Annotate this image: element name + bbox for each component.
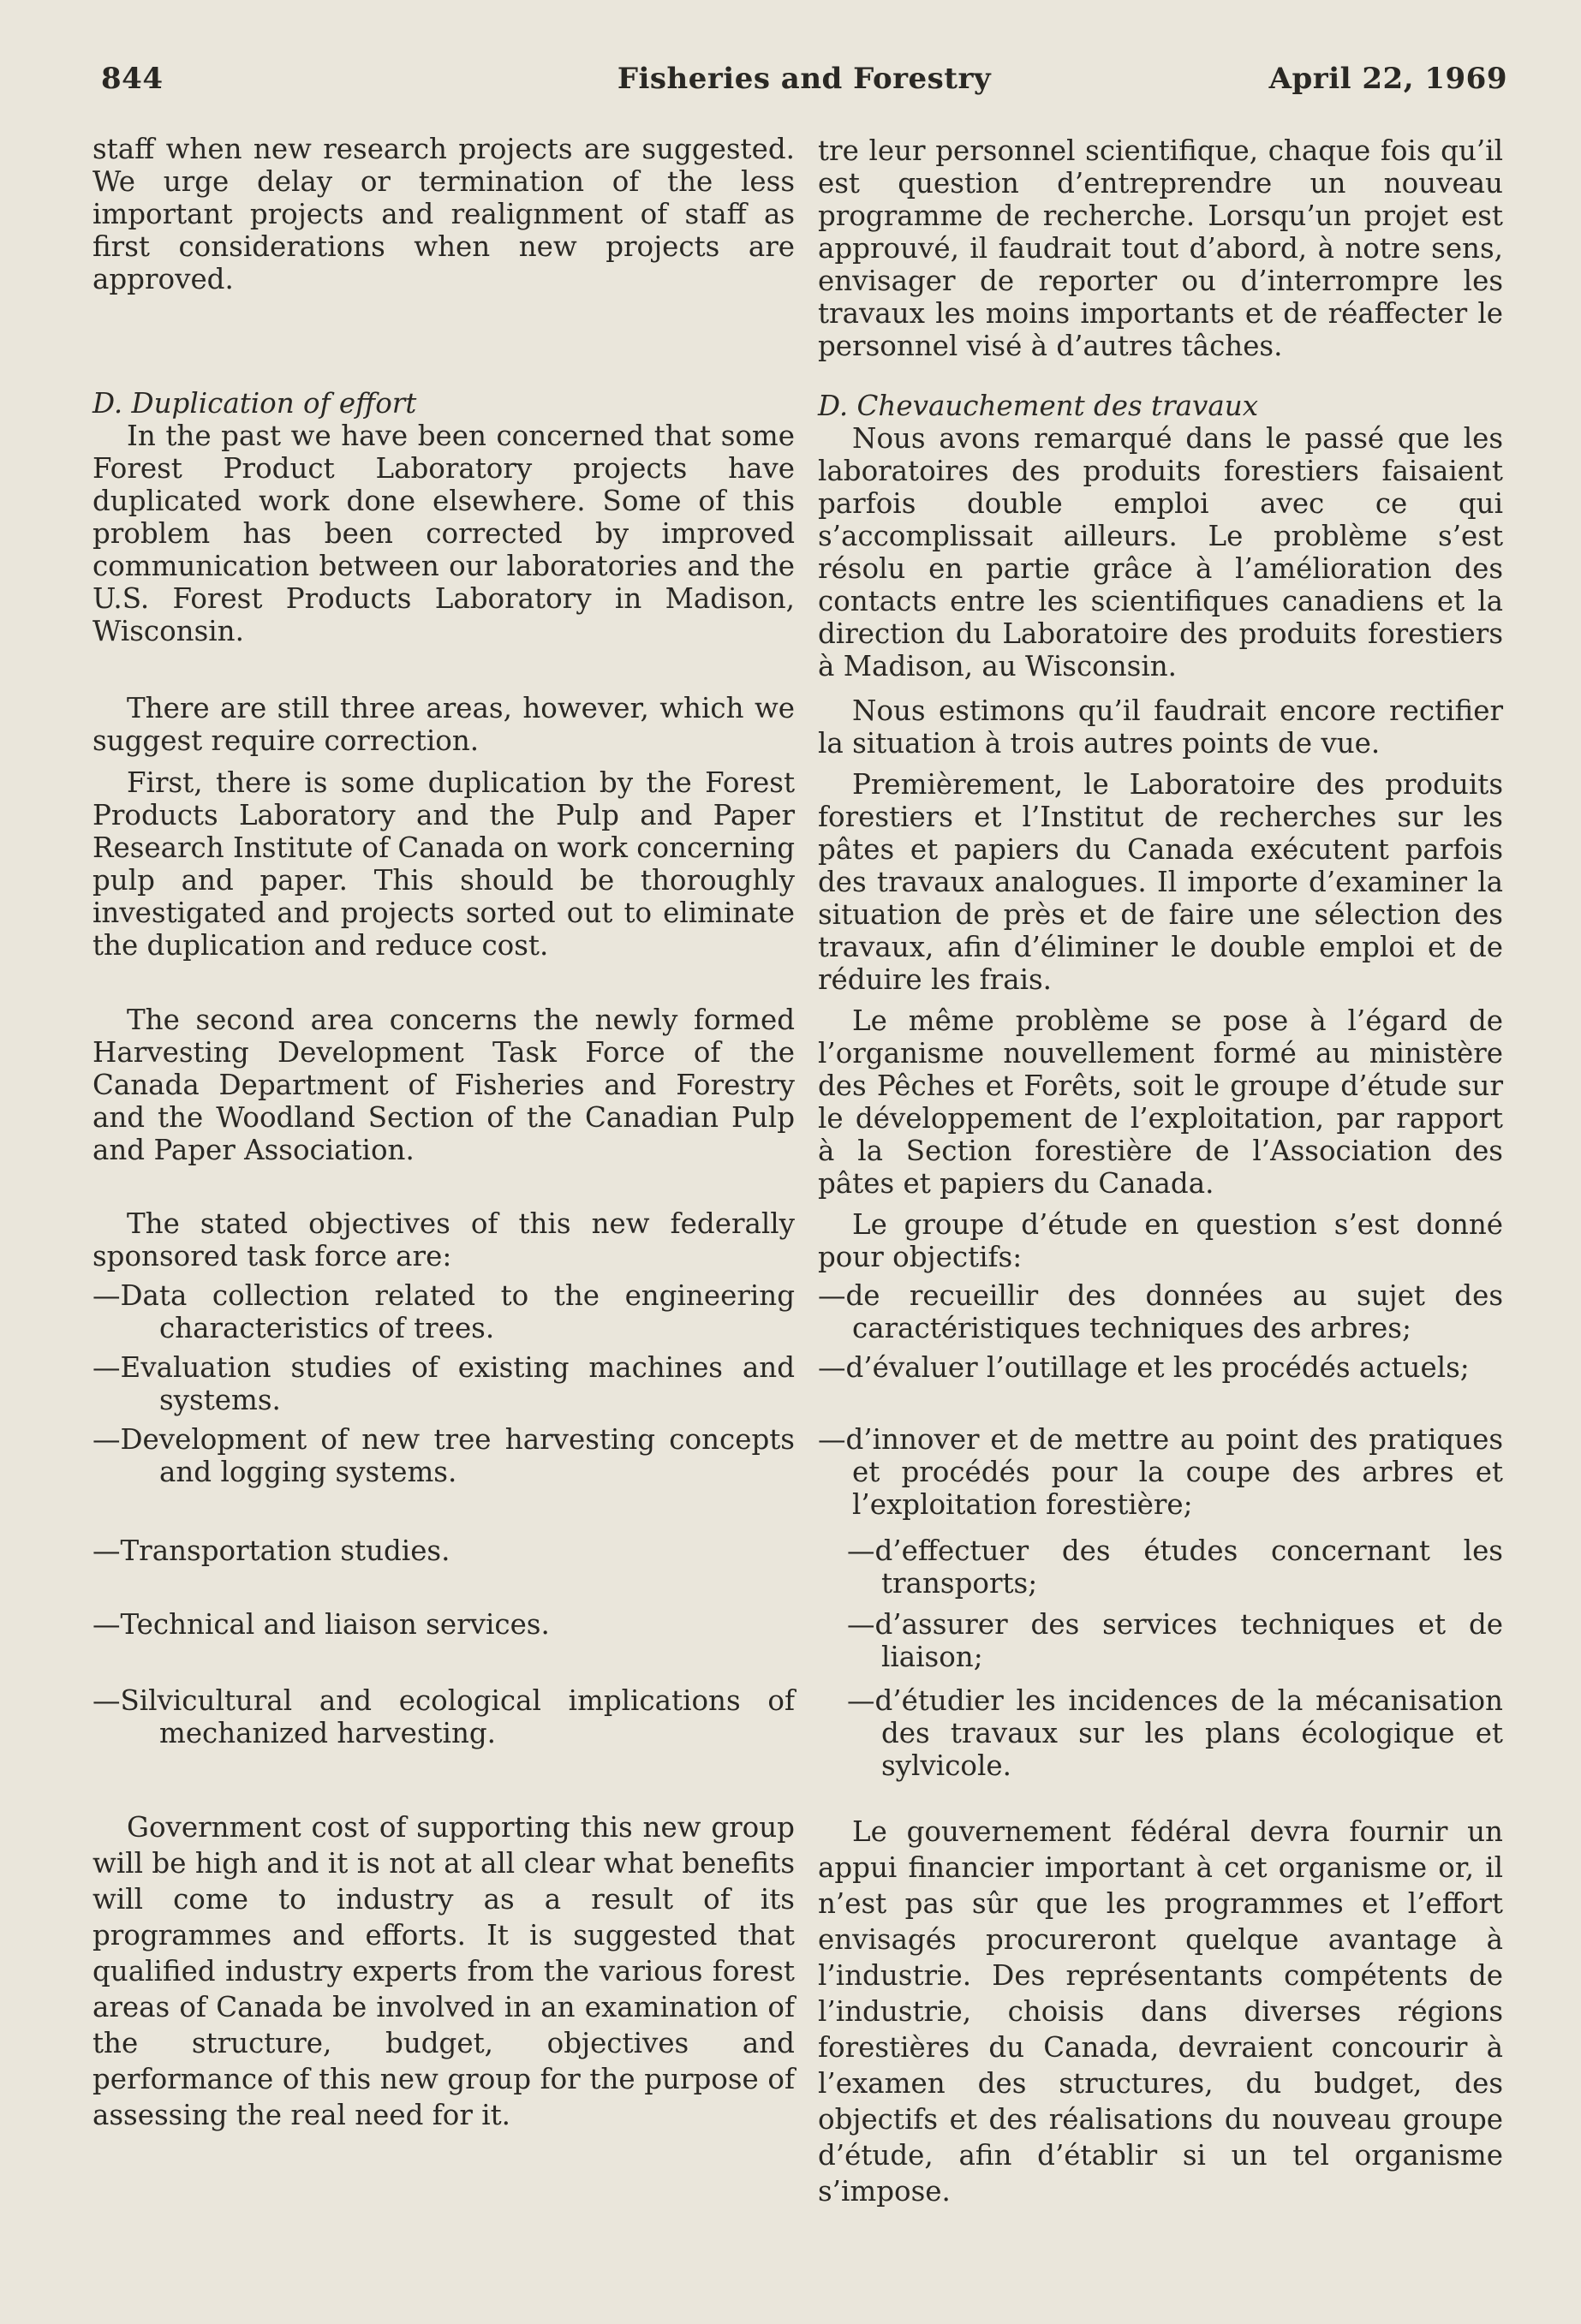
page-header [101,62,1507,106]
fr-paragraph-1: tre leur personnel scientifique, chaque fois qu’il est question d’entreprendre un nouveau programme de recherche. Lorsqu’un projet est approuvé, il faudrait tout d’abord, à notre sens, envisager de reporter ou d’interrompre les travaux les moins importants et de réaffecter le personnel visé à d’autres tâches. [818,134,1503,362]
en-paragraph-6: The stated objectives of this new federally sponsored task force are: [92,1207,795,1272]
fr-objective-item: —d’innover et de mettre au point des pratiques et procédés pour la coupe des arbres et l’exploitation forestière; [818,1423,1503,1521]
en-paragraph-7: Government cost of supporting this new group will be high and it is not at all clear what benefits will come to industry as a result of its programmes and efforts. It is suggested that qualified industry experts from the various forest areas of Canada be involved in an examination of the structure, budget, objectives and performance of this new group for the purpose of assessing the real need for it. [92,1811,795,2131]
en-paragraph-4: First, there is some duplication by the Forest Products Laboratory and the Pulp and Paper Research Institute of Canada on work concerning pulp and paper. This should be thoroughly investigated and projects sorted out to eliminate the duplication and reduce cost. [92,766,796,962]
en-objective-item: —Evaluation studies of existing machines and systems. [92,1351,795,1416]
en-paragraph-1: staff when new research projects are suggested. We urge delay or termination of the less important projects and realignment of staff as first considerations when new projects are approved. [92,133,795,295]
running-title: Fisheries and Forestry [617,62,992,96]
fr-objective-item: —de recueillir des données au sujet des caractéristiques techniques des arbres; [818,1279,1503,1344]
en-objective-item: —Data collection related to the engineering characteristics of trees. [92,1279,795,1344]
english-column [92,133,795,2291]
page-date: April 22, 1969 [1268,62,1507,96]
en-objective-item: —Transportation studies. [92,1534,450,1567]
fr-paragraph-3: Nous estimons qu’il faudrait encore rectifier la situation à trois autres points de vue. [818,694,1503,760]
en-paragraph-5: The second area concerns the newly formed Harvesting Development Task Force of the Canada Department of Fisheries and Forestry and the Woodland Section of the Canadian Pulp and Paper Association. [92,1004,795,1166]
fr-objective-item: —d’assurer des services techniques et de liaison; [847,1608,1503,1673]
fr-paragraph-6: Le groupe d’étude en question s’est donné pour objectifs: [818,1208,1503,1273]
en-objective-item: —Technical and liaison services. [92,1608,550,1641]
en-paragraph-3: There are still three areas, however, which we suggest require correction. [92,692,795,757]
fr-paragraph-5: Le même problème se pose à l’égard de l’organisme nouvellement formé au ministère des Pêches et Forêts, soit le groupe d’étude sur le développement de l’exploitation, par rapport à la Section forestière de l’Association des pâtes et papiers du Canada. [818,1004,1503,1200]
fr-objective-item: —d’étudier les incidences de la mécanisation des travaux sur les plans écologique et sylvicole. [847,1684,1503,1782]
en-objective-item: —Silvicultural and ecological implications of mechanized harvesting. [92,1684,795,1749]
fr-objective-item: —d’évaluer l’outillage et les procédés actuels; [818,1351,1470,1384]
en-section-heading: D. Duplication of effort [92,387,417,420]
en-paragraph-2: In the past we have been concerned that some Forest Product Laboratory projects have duplicated work done elsewhere. Some of this problem has been corrected by improved communication between our laboratories and the U.S. Forest Products Laboratory in Madison, Wisconsin. [92,420,795,647]
fr-objective-item: —d’effectuer des études concernant les transports; [847,1534,1503,1600]
fr-paragraph-7: Le gouvernement fédéral devra fournir un appui financier important à cet organisme or, il n’est pas sûr que les programmes et l’effort envisagés procureront quelque avantage à l’industrie. Des représentants compétents de l’industrie, choisis dans diverses régions forestières du Canada, devraient concourir à l’examen des structures, du budget, des objectifs et des réalisations du nouveau groupe d’étude, afin d’établir si un tel organisme s’impose. [818,1815,1503,2208]
en-objective-item: —Development of new tree harvesting concepts and logging systems. [92,1423,795,1488]
fr-paragraph-4: Premièrement, le Laboratoire des produits forestiers et l’Institut de recherches sur les pâtes et papiers du Canada exécutent parfois des travaux analogues. Il importe d’examiner la situation de près et de faire une sélection des travaux, afin d’éliminer le double emploi et de réduire les frais. [818,768,1503,996]
french-column [818,133,1503,2291]
fr-paragraph-2: Nous avons remarqué dans le passé que les laboratoires des produits forestiers faisaient parfois double emploi avec ce qui s’accomplissait ailleurs. Le problème s’est résolu en partie grâce à l’amélioration des contacts entre les scientifiques canadiens et la direction du Laboratoire des produits forestiers à Madison, au Wisconsin. [818,422,1503,682]
fr-section-heading: D. Chevauchement des travaux [818,390,1259,422]
page-number: 844 [101,62,164,96]
